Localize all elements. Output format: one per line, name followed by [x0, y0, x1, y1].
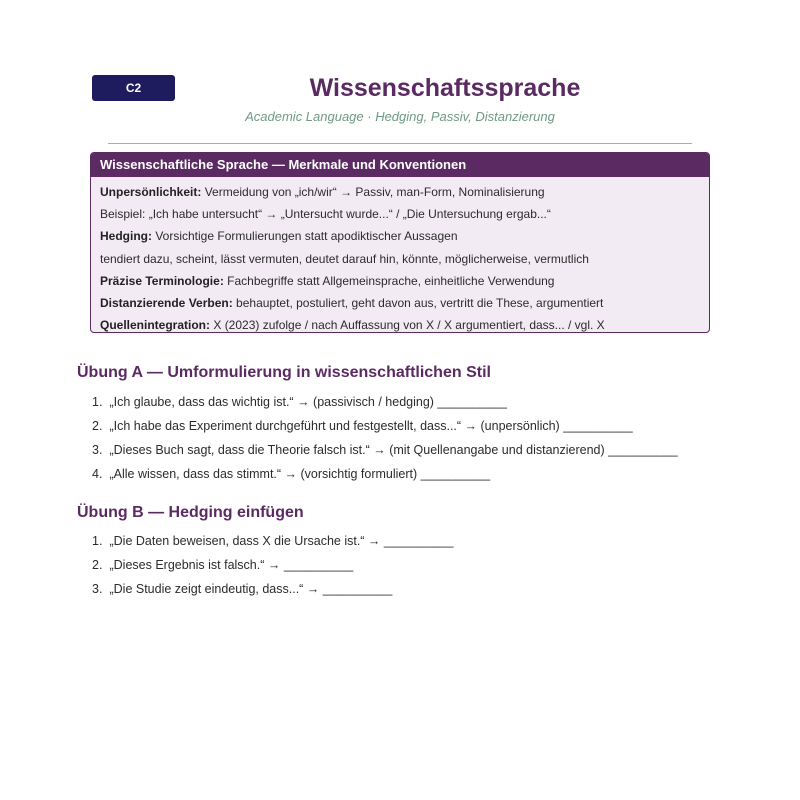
conventions-box: [90, 152, 710, 333]
exercise-item-number: 1.: [92, 395, 103, 409]
conventions-line: [100, 292, 700, 314]
level-badge: C2: [92, 75, 175, 101]
exercise-item[interactable]: [92, 577, 453, 601]
conventions-line-text: Beispiel: „Ich habe untersucht“ → „Untersucht wurde...“ / „Die Untersuchung ergab...“: [100, 207, 551, 222]
exercise-a-title: Übung A — Umformulierung in wissenschaftlichen Stil: [77, 364, 491, 381]
header-divider: [108, 143, 692, 144]
conventions-line-label: Unpersönlichkeit:: [100, 185, 202, 199]
page-subtitle: Academic Language · Hedging, Passiv, Distanzierung: [245, 109, 555, 124]
exercise-item-text: „Ich glaube, dass das wichtig ist.“ → (passivisch / hedging) __________: [109, 395, 507, 409]
conventions-line-text: Fachbegriffe statt Allgemeinsprache, einheitliche Verwendung: [223, 273, 555, 288]
conventions-line: [100, 203, 700, 225]
exercise-item[interactable]: [92, 414, 678, 438]
conventions-line: [100, 248, 700, 270]
exercise-item-text: „Die Daten beweisen, dass X die Ursache ist.“ → __________: [109, 534, 454, 548]
conventions-line-text: Vorsichtige Formulierungen statt apodiktischer Aussagen: [152, 229, 458, 244]
conventions-line: [100, 270, 700, 292]
exercise-a-list: [92, 390, 678, 486]
exercise-item-number: 3.: [92, 443, 103, 457]
conventions-line-label: Distanzierende Verben:: [100, 296, 233, 311]
conventions-box-heading: Wissenschaftliche Sprache — Merkmale und Konventionen: [91, 153, 709, 177]
conventions-list: [91, 177, 709, 333]
exercise-b-list: [92, 529, 453, 601]
exercise-item-text: „Dieses Ergebnis ist falsch.“ → __________: [109, 558, 354, 572]
exercise-item-number: 3.: [92, 582, 103, 596]
conventions-line-text: Vermeidung von „ich/wir“ → Passiv, man-Form, Nominalisierung: [201, 185, 545, 199]
page-title: Wissenschaftssprache: [309, 74, 581, 102]
exercise-item-text: „Alle wissen, dass das stimmt.“ → (vorsichtig formuliert) __________: [109, 467, 491, 481]
conventions-line: [100, 181, 700, 203]
conventions-line: [100, 314, 700, 333]
conventions-line-text: tendiert dazu, scheint, lässt vermuten, deutet darauf hin, könnte, möglicherweise, vermutlich: [100, 251, 589, 266]
exercise-b-title: Übung B — Hedging einfügen: [77, 504, 304, 521]
conventions-line: [100, 225, 700, 247]
exercise-item[interactable]: [92, 529, 453, 553]
exercise-item-text: „Ich habe das Experiment durchgeführt und festgestellt, dass...“ → (unpersönlich) __________: [109, 419, 633, 433]
exercise-item[interactable]: [92, 390, 678, 414]
conventions-line-text: behauptet, postuliert, geht davon aus, vertritt die These, argumentiert: [232, 296, 604, 311]
exercise-item-number: 4.: [92, 467, 103, 481]
exercise-item[interactable]: [92, 438, 678, 462]
conventions-line-label: Präzise Terminologie:: [100, 273, 224, 288]
exercise-item[interactable]: [92, 553, 453, 577]
exercise-item-number: 2.: [92, 558, 103, 572]
conventions-line-label: Hedging:: [100, 229, 152, 244]
exercise-item-number: 2.: [92, 419, 103, 433]
exercise-item-text: „Dieses Buch sagt, dass die Theorie falsch ist.“ → (mit Quellenangabe und distanzierend) __________: [109, 443, 678, 457]
exercise-item-text: „Die Studie zeigt eindeutig, dass...“ → __________: [109, 582, 393, 596]
exercise-item[interactable]: [92, 462, 678, 486]
conventions-line-label: Quellenintegration:: [100, 318, 211, 333]
exercise-item-number: 1.: [92, 534, 103, 548]
conventions-line-text: X (2023) zufolge / nach Auffassung von X / X argumentiert, dass... / vgl. X: [210, 318, 605, 333]
